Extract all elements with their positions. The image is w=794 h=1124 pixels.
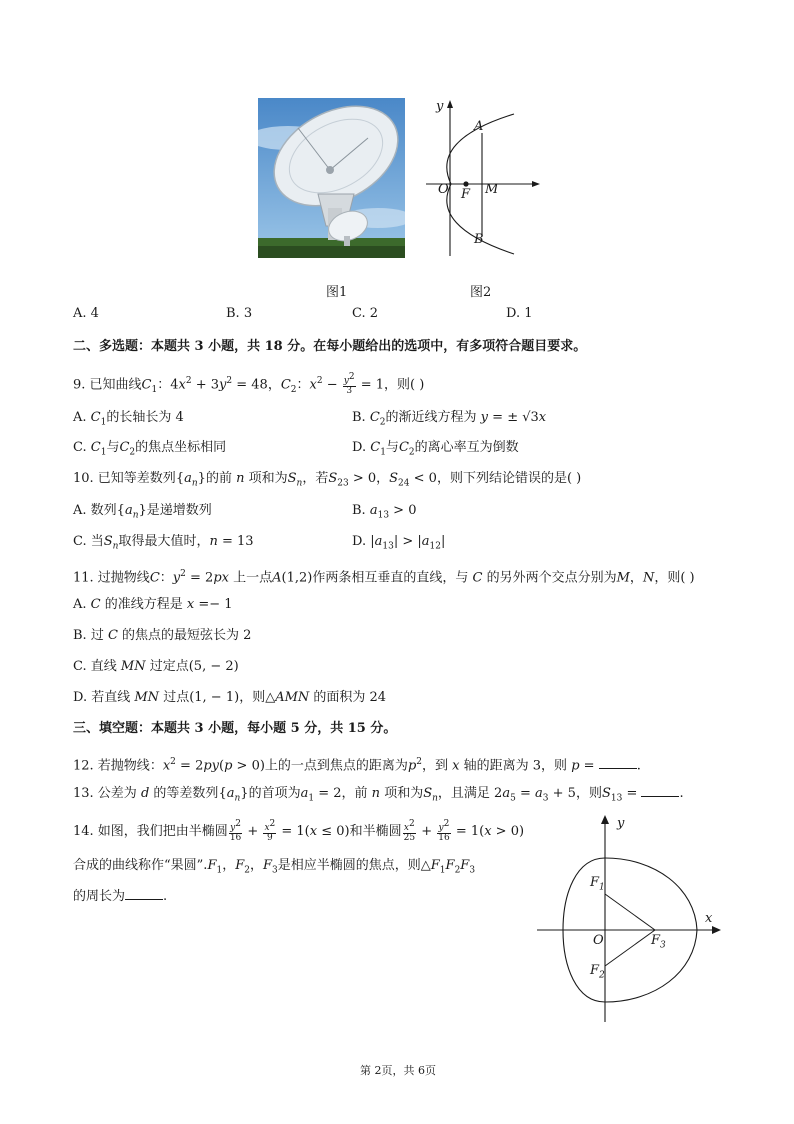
q14-answer-blank[interactable] — [125, 887, 163, 900]
satellite-dish-photo — [258, 98, 405, 258]
fig2-label-b: B — [474, 232, 484, 247]
q10-stem: 10. 已知等差数列$\{a_n\}$的前 n 项和为$S_n$，若$S_{23} > 0$，$S_{24} < 0$，则下列结论错误的是( ) — [73, 471, 582, 489]
q14-fig-label-f1: $F_1$ — [590, 875, 605, 893]
q13-stem: 13. 公差为 d 的等差数列$\{a_n\}$的首项为$a_1 = 2$，前 n 项和为$S_n$，且满足 $2a_5 = a_3 + 5$，则$S_{13}$ = . — [73, 786, 684, 804]
q9-option-a: A. $C_1$的长轴长为 4 — [73, 410, 184, 428]
fruit-ellipse-diagram — [535, 812, 725, 1024]
fig2-label-y: y — [436, 99, 444, 114]
fig2-caption: 图2 — [470, 285, 492, 300]
fig2-label-m: M — [485, 182, 499, 197]
q12-answer-blank[interactable] — [599, 756, 637, 769]
fig2-label-o: O — [438, 182, 449, 197]
q14-line1: 14. 如图，我们把由半椭圆 $\frac{y^2}{16}$ + $\frac{x^2}{9}$ = 1(x ≤ 0)和半椭圆 $\frac{x^2}{25}$ + $\frac{y^2}{16}$ = 1(x > 0) — [73, 819, 525, 843]
section2-title: 二、多选题：本题共 3 小题，共 18 分。在每小题给出的选项中，有多项符合题目要求。 — [73, 339, 587, 354]
q14-line3: 的周长为 . — [73, 889, 168, 904]
q14-fig-label-y: y — [617, 816, 625, 831]
q9-option-d: D. $C_1$与$C_2$的离心率互为倒数 — [352, 440, 519, 458]
q11-option-a: A. C 的准线方程是 x =− 1 — [73, 597, 233, 612]
page-footer: 第 2页，共 6页 — [360, 1064, 436, 1077]
q14-fig-label-o: O — [593, 933, 604, 948]
q14-fig-label-f3: $F_3$ — [651, 933, 666, 951]
q11-option-b: B. 过 C 的焦点的最短弦长为 2 — [73, 628, 252, 643]
q8-option-a: A. 4 — [73, 306, 99, 321]
q11-stem: 11. 过抛物线C：$y^2 = 2px$ 上一点A(1,2)作两条相互垂直的直线，与 C 的另外两个交点分别为M，N，则( ) — [73, 569, 695, 586]
q10-option-a: A. 数列$\{a_n\}$是递增数列 — [73, 503, 212, 521]
q8-option-d: D. 1 — [506, 306, 533, 321]
q10-option-b: B. $a_{13} > 0$ — [352, 503, 417, 521]
q14-fig-label-f2: $F_2$ — [590, 963, 605, 981]
fig1-caption: 图1 — [326, 285, 348, 300]
q13-answer-blank[interactable] — [641, 784, 679, 797]
section3-title: 三、填空题：本题共 3 小题，每小题 5 分，共 15 分。 — [73, 721, 397, 736]
fig2-label-a: A — [474, 119, 484, 134]
q14-fig-label-x: x — [705, 911, 713, 926]
q12-stem: 12. 若抛物线：$x^2 = 2py(p > 0)$上的一点到焦点的距离为$p^2$，到 x 轴的距离为 3，则 p = . — [73, 757, 641, 774]
q9-stem: 9. 已知曲线$C_1$：$4x^2 + 3y^2 = 48$，$C_2$：$x^2$ − $\frac{y^2}{3}$ = 1，则( ) — [73, 372, 425, 397]
q9-option-c: C. $C_1$与$C_2$的焦点坐标相同 — [73, 440, 227, 458]
q8-option-b: B. 3 — [226, 306, 253, 321]
q11-option-d: D. 若直线 MN 过点(1, − 1)，则△AMN 的面积为 24 — [73, 690, 387, 705]
q14-line2: 合成的曲线称作“果圆$”.F_1$，$F_2$，$F_3$是相应半椭圆的焦点，则$\triangle F_1F_2F_3$ — [73, 858, 476, 876]
q11-option-c: C. 直线 MN 过定点(5, − 2) — [73, 659, 239, 674]
q10-option-d: D. $|a_{13}| > |a_{12}|$ — [352, 534, 446, 552]
fig2-label-f: F — [461, 187, 471, 202]
q9-option-b: B. $C_2$的渐近线方程为 y = ± √3x — [352, 410, 547, 428]
q8-option-c: C. 2 — [352, 306, 379, 321]
q10-option-c: C. 当$S_n$取得最大值时，n = 13 — [73, 534, 254, 552]
